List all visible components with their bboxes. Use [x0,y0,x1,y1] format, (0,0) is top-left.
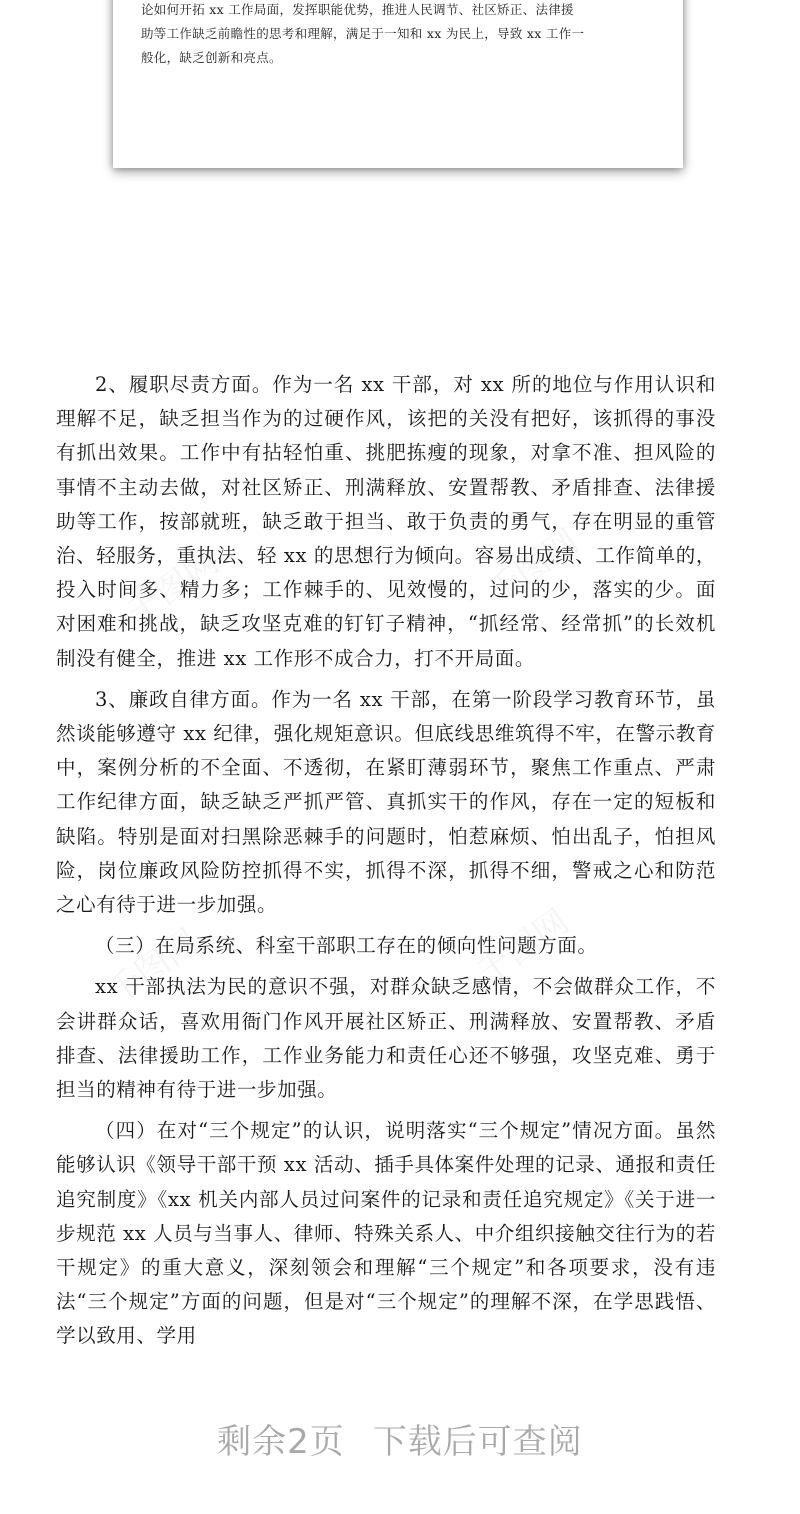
previous-page-card [113,0,683,168]
paragraph-three-regulations: （四）在对“三个规定”的认识，说明落实“三个规定”情况方面。虽然能够认识《领导干部干预 xx 活动、插手具体案件处理的记录、通报和责任追究制度》《xx 机关内部人员过问案件的记录和责任追究规定》《关于进一步规范 xx 人员与当事人、律师、特殊关系人、中介组织接触交往行为的若干规定》的重大意义，深刻领会和理解“三个规定”和各项要求，没有违法“三个规定”方面的问题，但是对“三个规定”的理解不深，在学思践悟、学以致用、学用 [56,1119,716,1348]
previous-page-line: 助等工作缺乏前瞻性的思考和理解，满足于一知和 xx 为民上，导致 xx 工作一 [141,26,585,41]
paragraph-tendency: xx 干部执法为民的意识不强，对群众缺乏感情，不会做群众工作，不会讲群众话，喜欢用衙门作风开展社区矫正、刑满释放、安置帮教、矛盾排查、法律援助工作，工作业务能力和责任心还不够强，攻坚克难、勇于担当的精神有待于进一步加强。 [56,975,716,1102]
remaining-pages-link[interactable] [0,1414,800,1463]
previous-page-line: 般化，缺乏创新和亮点。 [141,50,282,65]
remaining-pages-label: 剩余2页 [217,1422,345,1462]
previous-page-line: 论如何开拓 xx 工作局面，发挥职能优势，推进人民调节、社区矫正、法律援 [141,2,574,17]
paragraph-duty-performance: 2、履职尽责方面。作为一名 xx 干部，对 xx 所的地位与作用认识和理解不足，缺乏担当作为的过硬作风，该把的关没有把好，该抓得的事没有抓出效果。工作中有拈轻怕重、挑肥拣瘦的现象，对拿不准、担风险的事情不主动去做，对社区矫正、刑满释放、安置帮教、矛盾排查、法律援助等工作，按部就班，缺乏敢于担当、敢于负责的勇气，存在明显的重管治、轻服务，重执法、轻 xx 的思想行为倾向。容易出成绩、工作简单的，投入时间多、精力多；工作棘手的、见效慢的，过问的少，落实的少。面对困难和挑战，缺乏攻坚克难的钉钉子精神，“抓经常、经常抓”的长效机制没有健全，推进 xx 工作形不成合力，打不开局面。 [56,373,716,670]
paragraph-integrity: 3、廉政自律方面。作为一名 xx 干部，在第一阶段学习教育环节，虽然谈能够遵守 xx 纪律，强化规矩意识。但底线思维筑得不牢，在警示教育中，案例分析的不全面、不透彻，在紧盯薄弱环节，聚焦工作重点、严肃工作纪律方面，缺乏缺乏严抓严管、真抓实干的作风，存在一定的短板和缺陷。特别是面对扫黑除恶棘手的问题时，怕惹麻烦、怕出乱子，怕担风险，岗位廉政风险防控抓得不实，抓得不深，抓得不细，警戒之心和防范之心有待于进一步加强。 [56,687,716,917]
previous-page-text [141,0,646,70]
download-prompt[interactable] [0,1414,800,1463]
document-body [56,368,716,1361]
download-to-view-label: 下载后可查阅 [372,1422,583,1462]
section-heading-tendency: （三）在局系统、科室干部职工存在的倾向性问题方面。 [95,934,598,958]
